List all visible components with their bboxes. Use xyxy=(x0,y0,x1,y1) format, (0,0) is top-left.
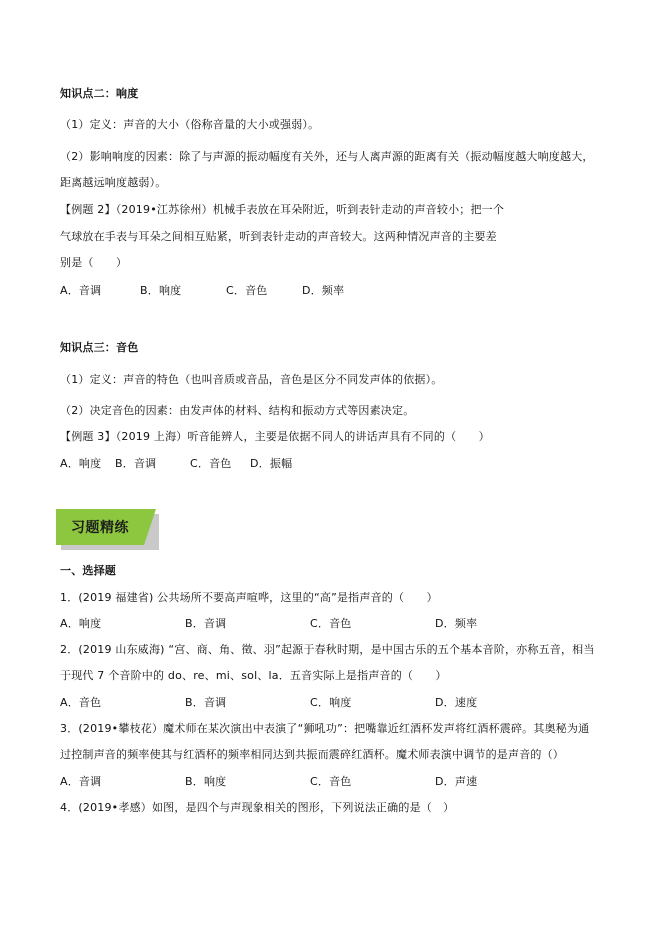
example-2-line-1: 【例题 2】（2019•江苏徐州）机械手表放在耳朵附近，听到表针走动的声音较小；把一个 xyxy=(60,203,505,216)
option-a: A．音色 xyxy=(60,696,102,709)
option-b: B．音调 xyxy=(185,617,227,630)
option-d: D．频率 xyxy=(302,284,345,297)
question-1-options xyxy=(60,617,477,631)
banner-box xyxy=(56,509,144,545)
loudness-factor-line-1: （2）影响响度的因素：除了与声源的振动幅度有关外，还与人离声源的距离有关（振动幅度越大响度越大， xyxy=(60,150,594,163)
option-b: B．音调 xyxy=(185,696,227,709)
question-3-options xyxy=(60,775,477,789)
option-c: C．音色 xyxy=(226,284,268,297)
section-multiple-choice: 一、选择题 xyxy=(60,564,116,577)
example-2-options xyxy=(60,284,344,298)
question-2-options xyxy=(60,696,477,710)
option-b: B．响度 xyxy=(140,284,182,297)
question-3-line-2: 过控制声音的频率使其与红酒杯的频率相同达到共振而震碎红酒杯。魔术师表演中调节的是声音的（） xyxy=(60,748,564,761)
example-2-line-3: 别是（ ） xyxy=(60,256,128,269)
question-2-line-1: 2．(2019 山东威海) “宫、商、角、徵、羽”起源于春秋时期，是中国古乐的五个基本音阶，亦称五音，相当 xyxy=(60,643,595,656)
loudness-definition: （1）定义：声音的大小（俗称音量的大小或强弱）。 xyxy=(60,118,320,131)
option-c: C．响度 xyxy=(310,696,352,709)
option-a: A．音调 xyxy=(60,775,102,788)
section-heading-loudness: 知识点二：响度 xyxy=(60,87,139,100)
banner-corner xyxy=(144,509,156,545)
example-3-text: 【例题 3】（2019 上海）听音能辨人，主要是依据不同人的讲话声具有不同的（ ） xyxy=(60,430,490,443)
option-c: C．音色 xyxy=(310,775,352,788)
loudness-factor-line-2: 距离越远响度越弱）。 xyxy=(60,176,167,189)
option-a: A．响度 xyxy=(60,617,102,630)
option-b: B．响度 xyxy=(185,775,227,788)
option-d: D．声速 xyxy=(435,775,478,788)
option-c: C．音色 xyxy=(310,617,352,630)
question-3-line-1: 3．(2019•攀枝花）魔术师在某次演出中表演了“狮吼功”：把嘴靠近红酒杯发声将红酒杯震碎。其奥秘为通 xyxy=(60,722,590,735)
option-c: C．音色 xyxy=(190,457,232,470)
section-heading-timbre: 知识点三：音色 xyxy=(60,341,139,354)
option-d: D．振幅 xyxy=(250,457,293,470)
timbre-factor: （2）决定音色的因素：由发声体的材料、结构和振动方式等因素决定。 xyxy=(60,404,415,417)
question-2-line-2: 于现代 7 个音阶中的 do、re、mi、sol、la．五音实际上是指声音的（ ） xyxy=(60,669,447,682)
example-3-options xyxy=(60,457,292,471)
option-d: D．频率 xyxy=(435,617,478,630)
example-2-line-2: 气球放在手表与耳朵之间相互贴紧，听到表针走动的声音较大。这两种情况声音的主要差 xyxy=(60,230,497,243)
option-d: D．速度 xyxy=(435,696,478,709)
exercise-banner xyxy=(56,509,158,549)
question-1-text: 1．(2019 福建省) 公共场所不要高声喧哗，这里的“高”是指声音的（ ） xyxy=(60,591,438,604)
option-b: B．音调 xyxy=(115,457,157,470)
banner-title: 习题精练 xyxy=(71,520,129,536)
option-a: A．音调 xyxy=(60,284,102,297)
timbre-definition: （1）定义：声音的特色（也叫音质或音品，音色是区分不同发声体的依据）。 xyxy=(60,373,443,386)
option-a: A．响度 xyxy=(60,457,102,470)
question-4-text: 4．(2019•孝感）如图，是四个与声现象相关的图形，下列说法正确的是（ ） xyxy=(60,801,455,814)
